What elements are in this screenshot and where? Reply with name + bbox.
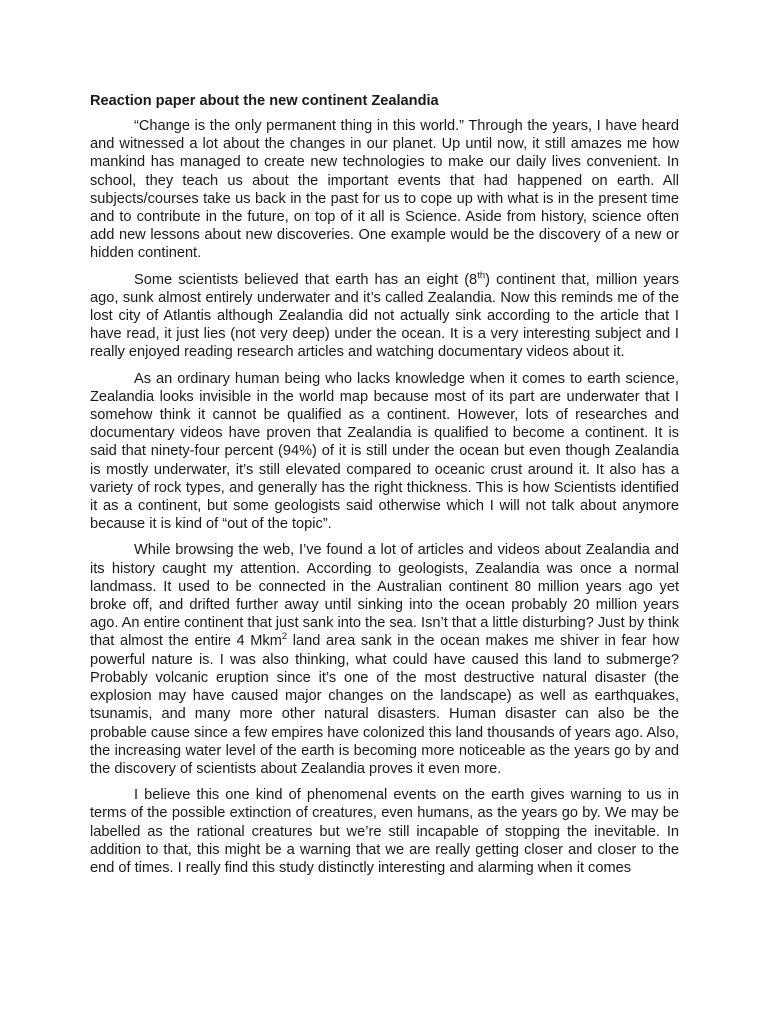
document-title: Reaction paper about the new continent Zealandia [90, 93, 439, 109]
superscript-ordinal: th [477, 269, 486, 281]
paragraph-3 [90, 370, 679, 534]
paragraph-text: land area sank in the ocean makes me shiver in fear how powerful nature is. I was also thinking, what could have caused this land to submerge? Probably volcanic eruption since it’s one of the most destructive natural disaster (the explosion may have caused major changes on the landscape) as well as earthquakes, tsunamis, and many more other natural disasters. Human disaster can also be the probable cause since a few empires have colonized this land thousands of years ago. Also, the increasing water level of the earth is becoming more noticeable as the years go by and the discovery of scientists about Zealandia proves it even more. [90, 633, 679, 777]
paragraph-5 [90, 786, 679, 877]
paragraph-text: “Change is the only permanent thing in this world.” Through the years, I have heard and witnessed a lot about the changes in our planet. Up until now, it still amazes me how mankind has managed to create new technologies to make our daily lives convenient. In school, they teach us about the important events that had happened on earth. All subjects/courses take us back in the past for us to cope up with what is in the present time and to contribute in the future, on top of it all is Science. Aside from history, science often add new lessons about new discoveries. One example would be the discovery of a new or hidden continent. [90, 118, 679, 262]
paragraph-text: I believe this one kind of phenomenal events on the earth gives warning to us in terms of the possible extinction of creatures, even humans, as the years go by. We may be labelled as the rational creatures but we’re still incapable of stopping the inevitable. In addition to that, this might be a warning that we are really getting closer and closer to the end of times. I really find this study distinctly interesting and alarming when it comes [90, 787, 679, 876]
paragraph-text: Some scientists believed that earth has an eight (8 [134, 271, 478, 288]
paragraph-4 [90, 541, 679, 778]
paragraph-2 [90, 271, 679, 362]
superscript-exponent: 2 [281, 631, 288, 643]
paragraph-1 [90, 117, 679, 263]
paragraph-text: ) continent that, million years ago, sunk almost entirely underwater and it’s called Zealandia. Now this reminds me of the lost city of Atlantis although Zealandia did not actually sink according to the article that I have read, it just lies (not very deep) under the ocean. It is a very interesting subject and I really enjoyed reading research articles and watching documentary videos about it. [90, 271, 679, 361]
paragraph-text: As an ordinary human being who lacks knowledge when it comes to earth science, Zealandia looks invisible in the world map because most of its part are underwater that I somehow think it cannot be qualified as a continent. However, lots of researches and documentary videos have proven that Zealandia is qualified to become a continent. It is said that ninety-four percent (94%) of it is still under the ocean but even though Zealandia is mostly underwater, it’s still elevated compared to oceanic crust around it. It also has a variety of rock types, and generally has the right thickness. This is how Scientists identified it as a continent, but some geologists said otherwise which I will not talk about anymore because it is kind of “out of the topic”. [90, 370, 679, 533]
paragraph-text: While browsing the web, I’ve found a lot of articles and videos about Zealandia and its history caught my attention. According to geologists, Zealandia was once a normal landmass. It used to be connected in the Australian continent 80 million years ago yet broke off, and drifted further away until sinking into the ocean probably 20 million years ago. An entire continent that just sank into the sea. Isn’t that a little disturbing? Just by think that almost the entire 4 Mkm [90, 542, 679, 650]
